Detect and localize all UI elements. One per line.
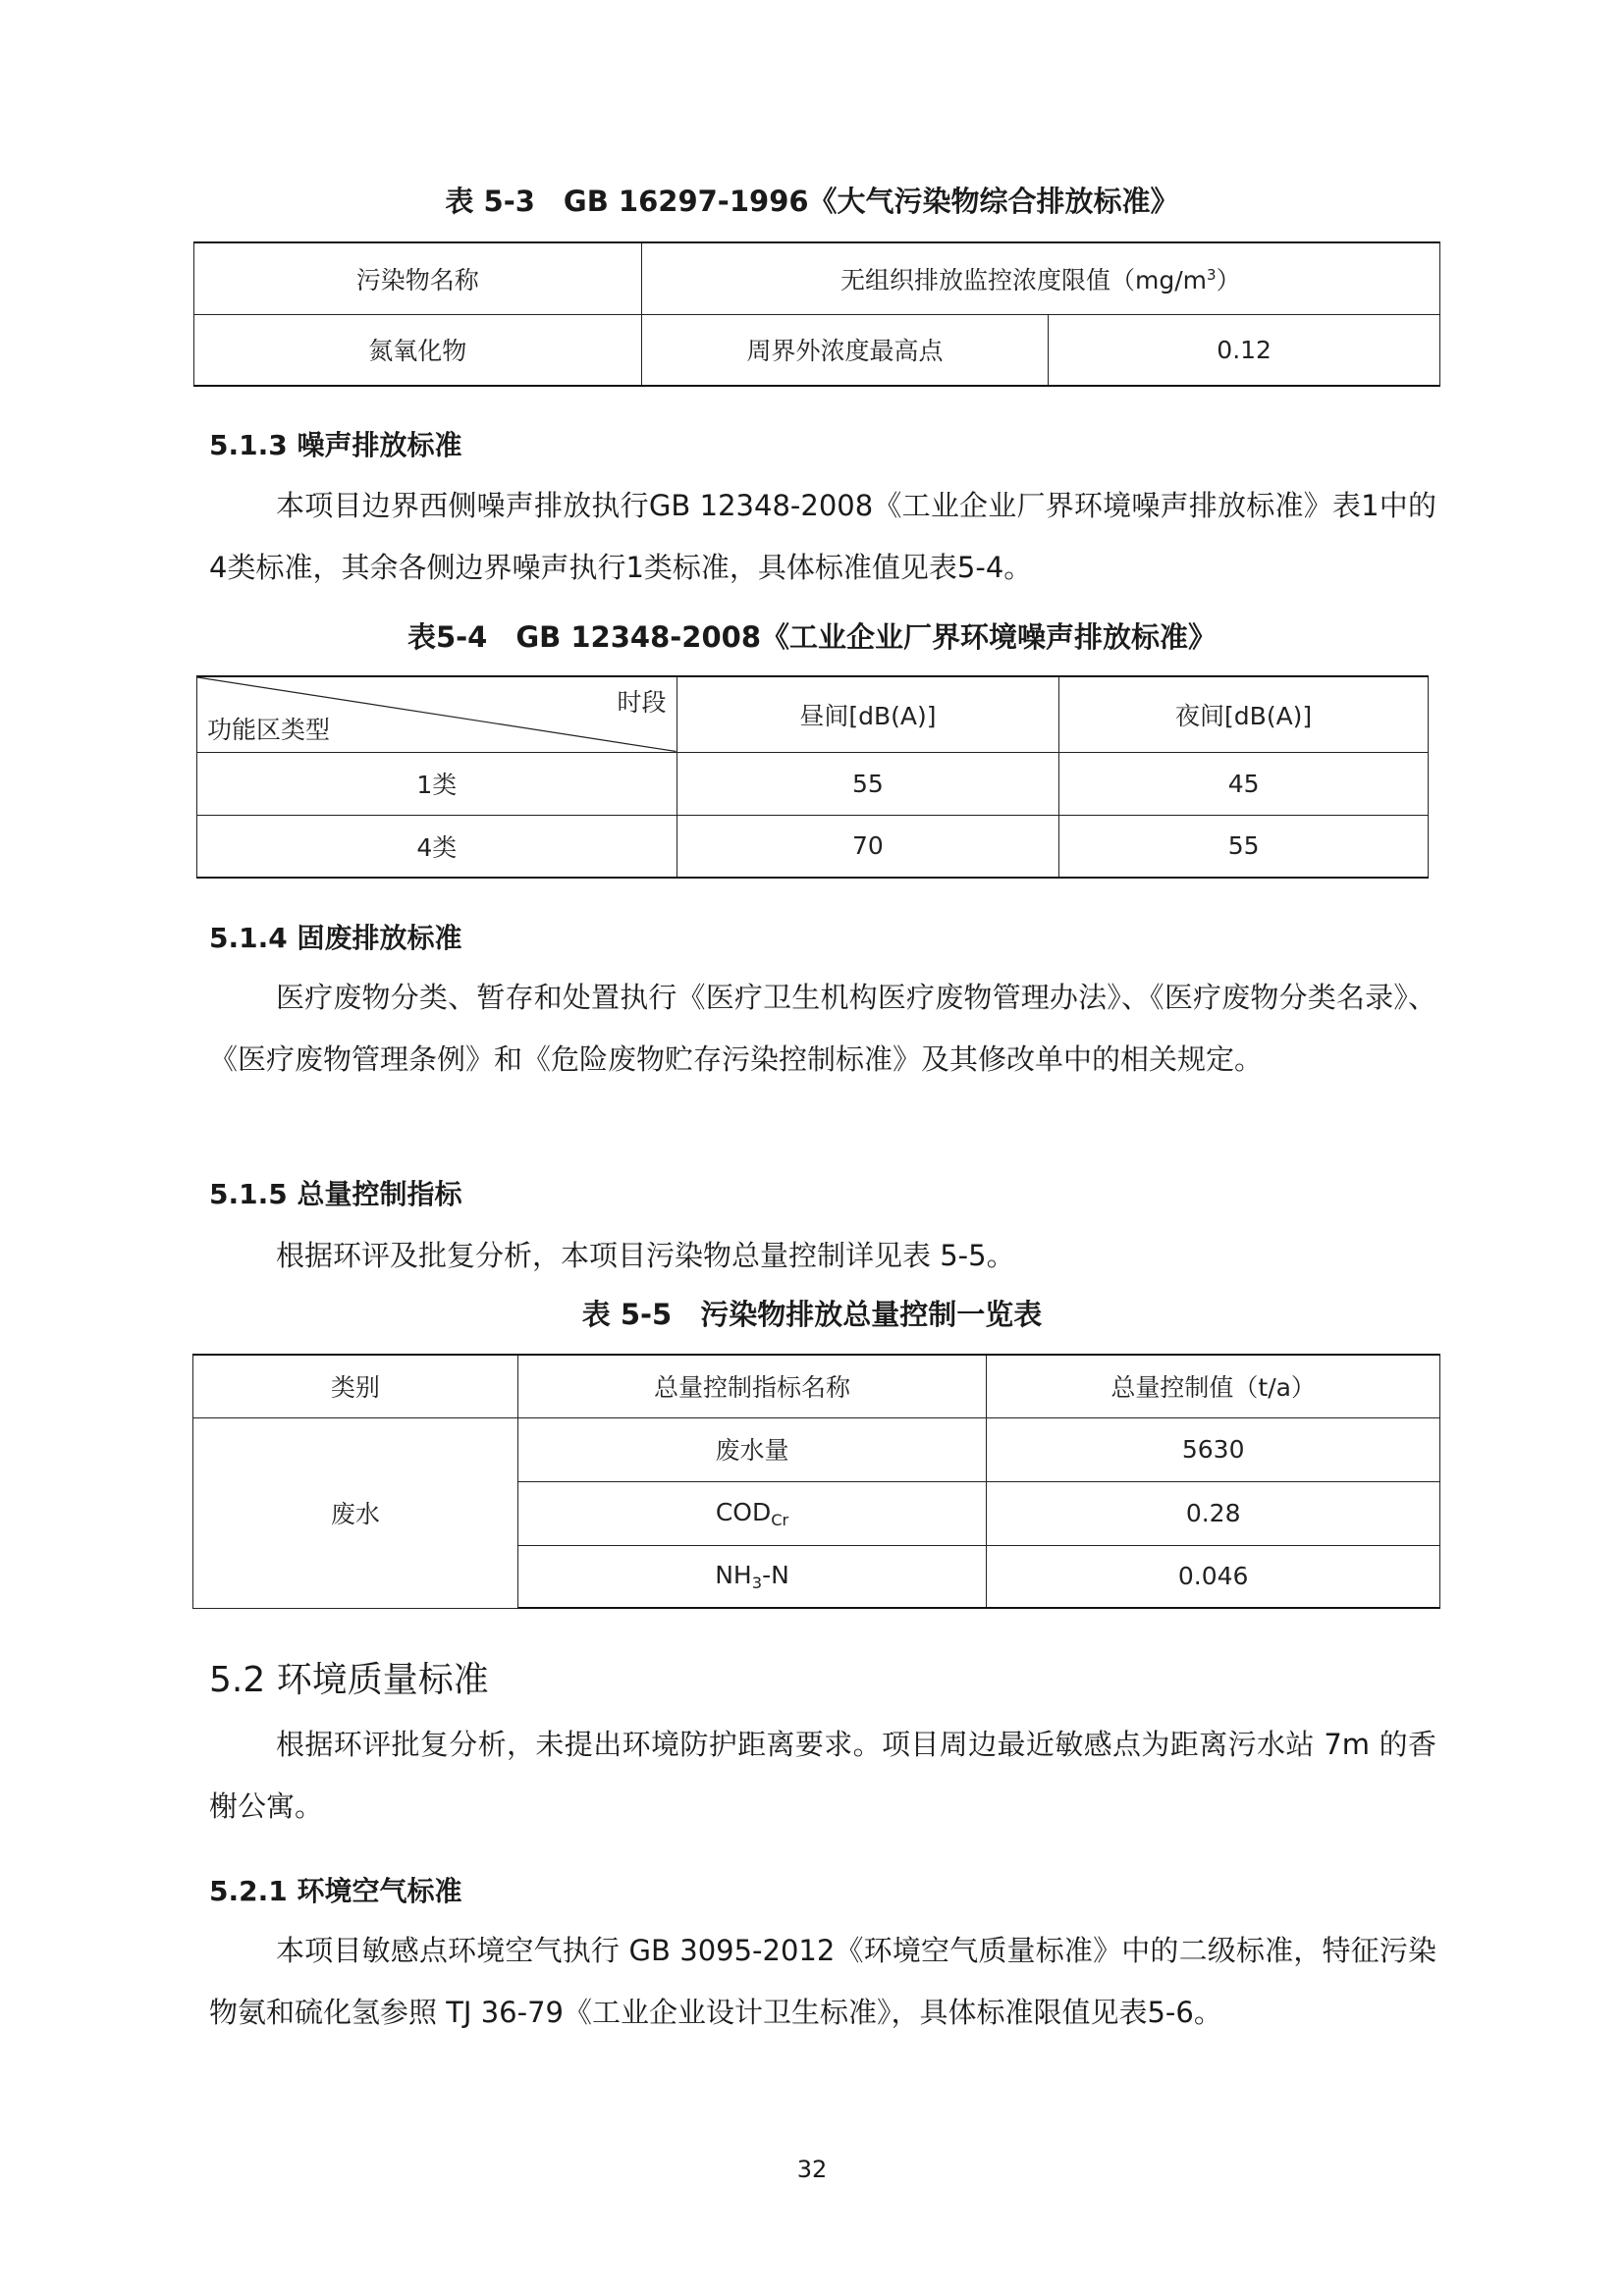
table-row: [194, 314, 1440, 386]
table-header-row: [193, 1355, 1440, 1417]
section-heading-5-1-3: 5.1.3 噪声排放标准: [209, 429, 462, 461]
header-indicator: 总量控制指标名称: [517, 1355, 987, 1417]
cell-indicator: $COD_{Cr}$: [517, 1481, 987, 1545]
table-5-5: [192, 1354, 1440, 1609]
diagonal-header-cell: [197, 676, 677, 752]
section-heading-5-2: 5.2 环境质量标准: [209, 1660, 489, 1700]
cell-value: 0.28: [987, 1481, 1440, 1545]
table-5-4-caption: 表5-4 GB 12348-2008《工业企业厂界环境噪声排放标准》: [406, 620, 1218, 654]
header-day: 昼间[dB(A)]: [677, 676, 1059, 752]
section-heading-5-1-5: 5.1.5 总量控制指标: [209, 1178, 462, 1210]
header-time-period: 时段: [617, 688, 667, 717]
section-5-1-3-paragraph: 本项目边界西侧噪声排放执行GB 12348-2008《工业企业厂界环境噪声排放标准》表1中的4类标准，其余各侧边界噪声执行1类标准，具体标准值见表5-4。: [209, 489, 1436, 584]
header-pollutant-name: 污染物名称: [194, 242, 642, 314]
section-heading-5-2-1: 5.2.1 环境空气标准: [209, 1875, 462, 1907]
table-header-row: [197, 676, 1429, 752]
cell-limit: 0.12: [1049, 314, 1440, 386]
cell-category: 废水: [193, 1417, 518, 1608]
section-5-1-5-paragraph: 根据环评及批复分析，本项目污染物总量控制详见表 5-5。: [276, 1239, 1015, 1272]
section-5-2-1-paragraph: 本项目敏感点环境空气执行 GB 3095-2012《环境空气质量标准》中的二级标准，特征污染物氨和硫化氢参照 TJ 36-79《工业企业设计卫生标准》，具体标准限值见表5-6。: [209, 1934, 1436, 2029]
table-5-3: [193, 241, 1440, 387]
header-unorganized-limit: 无组织排放监控浓度限值$(mg/m^3)$: [641, 242, 1439, 314]
table-row: [197, 752, 1429, 815]
section-heading-5-1-4: 5.1.4 固废排放标准: [209, 922, 462, 954]
cell-day: 55: [677, 752, 1059, 815]
table-5-3-caption: 表 5-3 GB 16297-1996《大气污染物综合排放标准》: [445, 185, 1179, 218]
cell-night: 45: [1059, 752, 1429, 815]
cell-indicator: $NH_3-N$: [517, 1545, 987, 1608]
cell-indicator: 废水量: [517, 1417, 987, 1481]
page-number: 32: [796, 2156, 828, 2183]
table-row: [193, 1417, 1440, 1481]
table-row: [197, 815, 1429, 878]
section-5-1-4-paragraph: 医疗废物分类、暂存和处置执行《医疗卫生机构医疗废物管理办法》、《医疗废物分类名录》、《医疗废物管理条例》和《危险废物贮存污染控制标准》及其修改单中的相关规定。: [209, 981, 1436, 1076]
table-5-5-caption: 表 5-5 污染物排放总量控制一览表: [581, 1298, 1043, 1331]
cell-pollutant: 氮氧化物: [194, 314, 642, 386]
cell-location: 周界外浓度最高点: [641, 314, 1049, 386]
cell-zone: 1类: [197, 752, 677, 815]
cell-value: 5630: [987, 1417, 1440, 1481]
cell-value: 0.046: [987, 1545, 1440, 1608]
header-value: 总量控制值（t/a）: [987, 1355, 1440, 1417]
table-5-4: [196, 675, 1429, 879]
cell-zone: 4类: [197, 815, 677, 878]
cell-night: 55: [1059, 815, 1429, 878]
header-night: 夜间[dB(A)]: [1059, 676, 1429, 752]
header-zone-type: 功能区类型: [207, 715, 331, 744]
table-header-row: [194, 242, 1440, 314]
cell-day: 70: [677, 815, 1059, 878]
section-5-2-paragraph: 根据环评批复分析，未提出环境防护距离要求。项目周边最近敏感点为距离污水站 7m 的香榭公寓。: [209, 1728, 1436, 1823]
header-category: 类别: [193, 1355, 518, 1417]
